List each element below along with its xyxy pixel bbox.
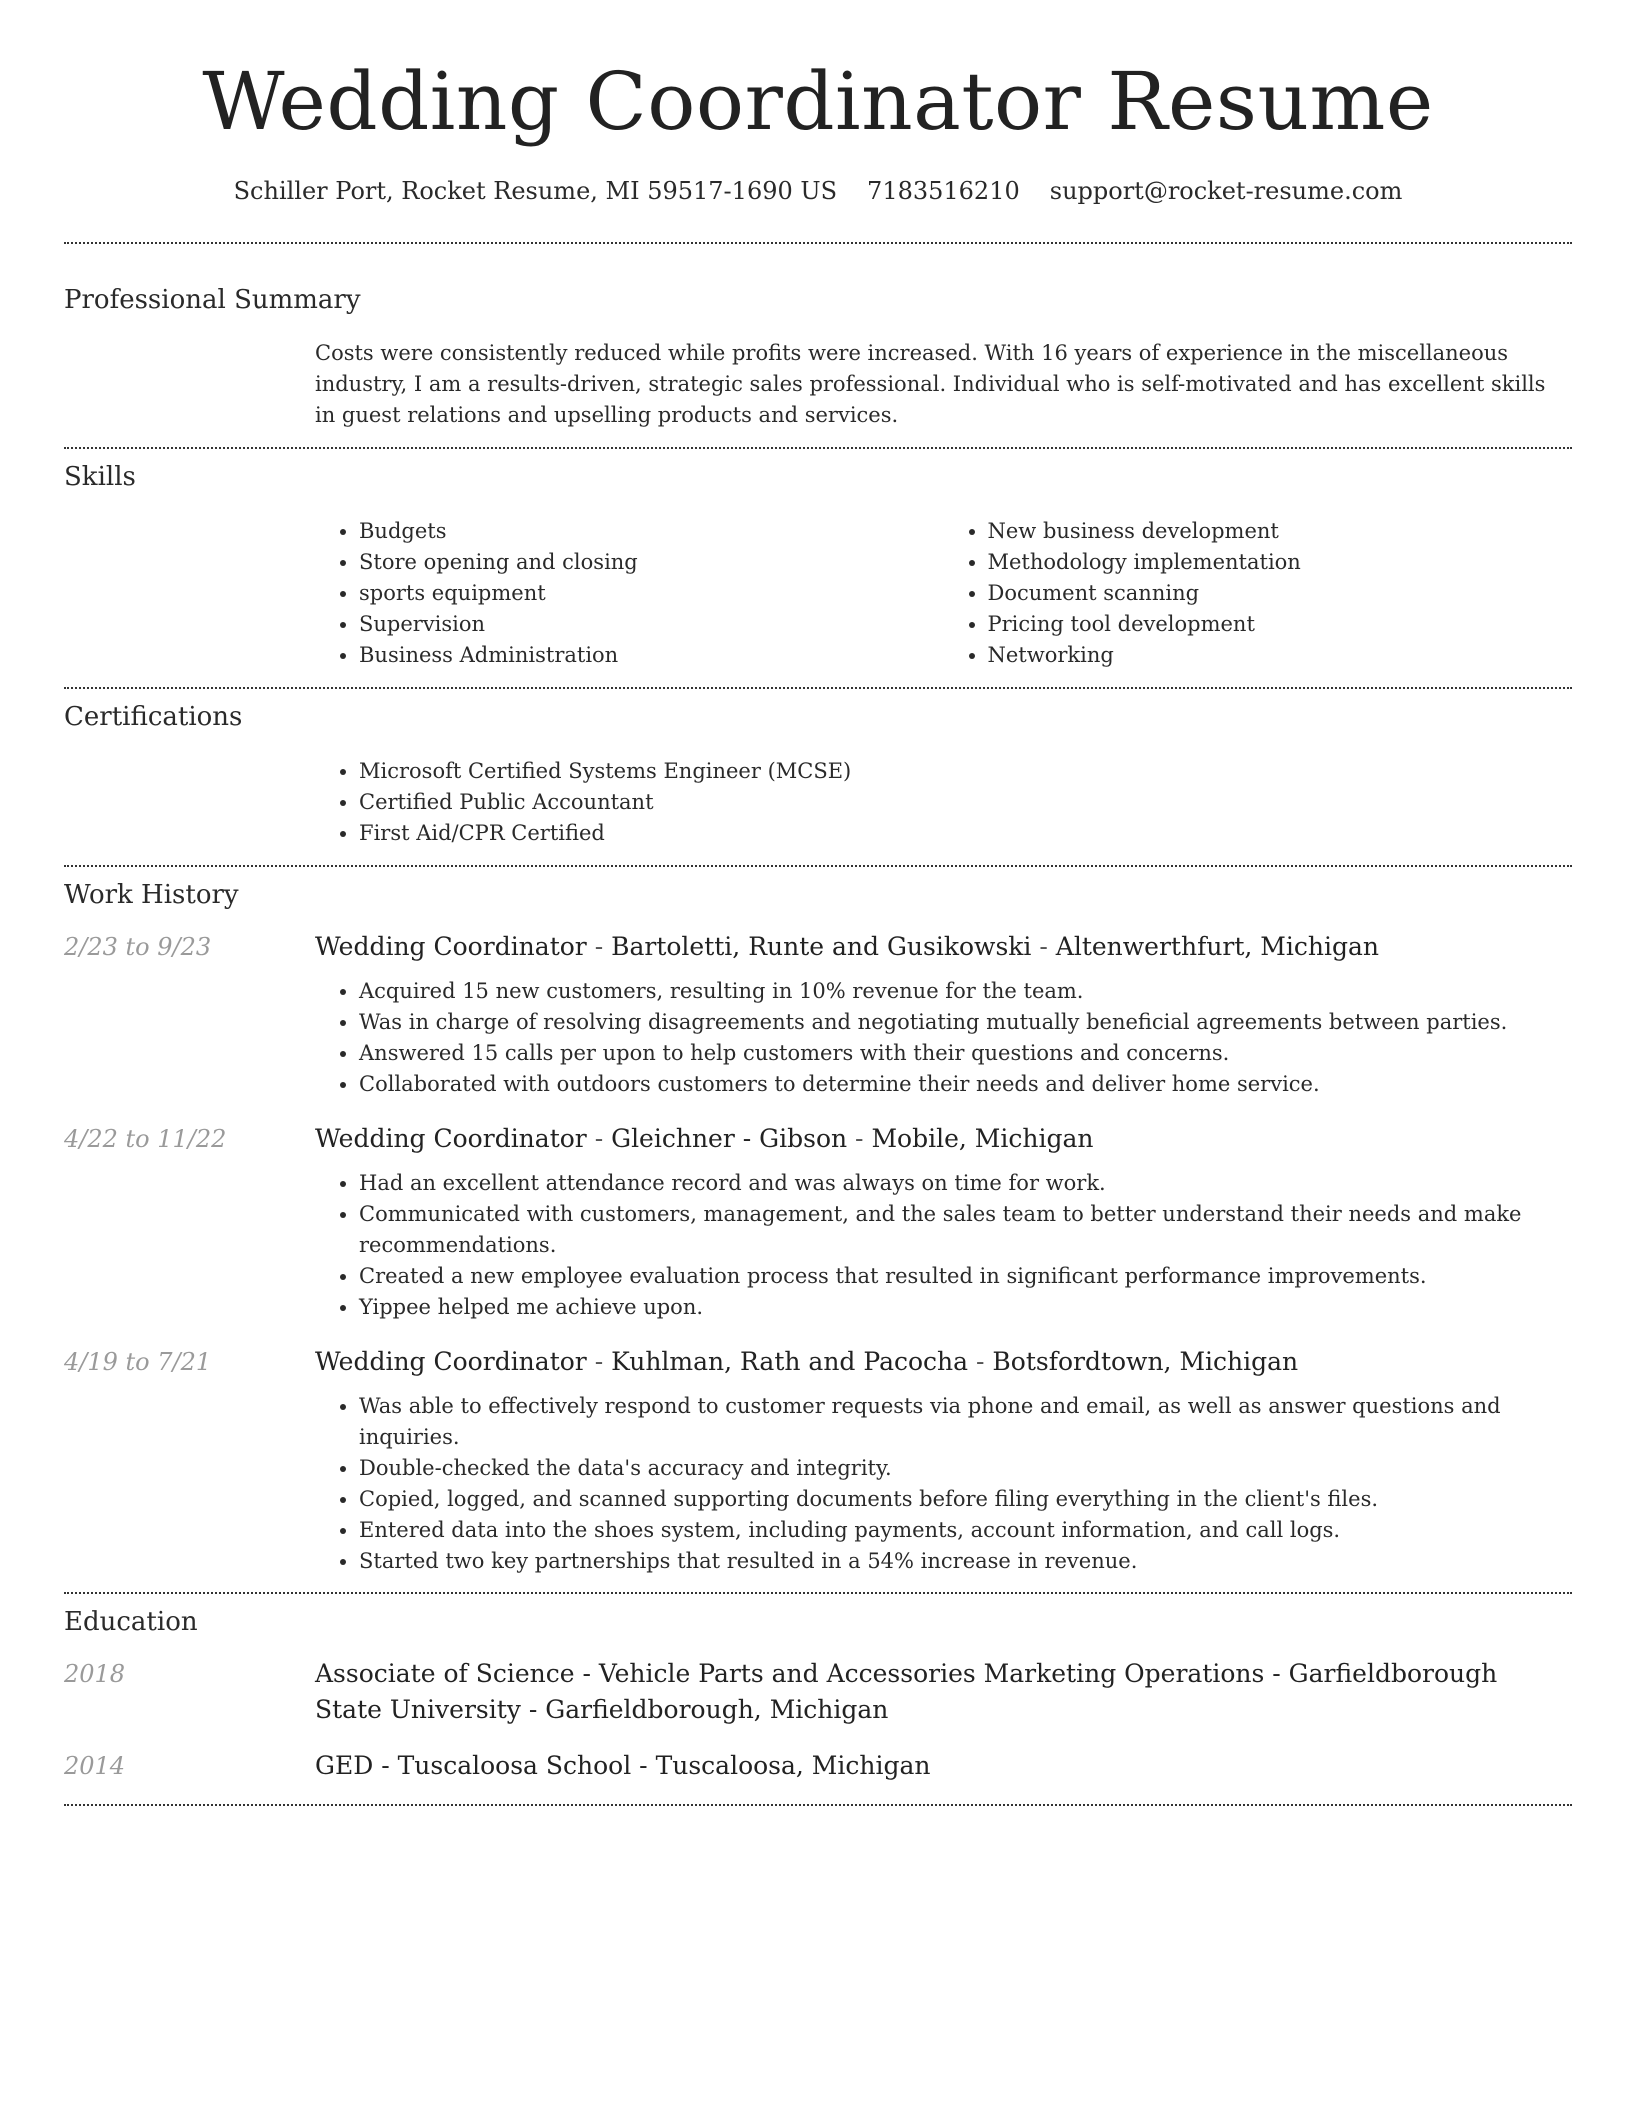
job-location: Altenwerthfurt, Michigan: [1055, 932, 1380, 961]
certifications-heading: Certifications: [64, 702, 243, 732]
job-bullet: • Started two key partnerships that resulted in a 54% increase in revenue.: [359, 1546, 1572, 1577]
job-header: [64, 929, 1572, 965]
skills-list-left: [315, 516, 944, 671]
education-year: 2014: [64, 1752, 126, 1780]
job-bullets: [315, 1391, 1572, 1577]
certification-item: • Certified Public Accountant: [359, 787, 1572, 818]
job-header: [64, 1121, 1572, 1157]
contact-line: [64, 174, 1572, 208]
job-heading: Wedding Coordinator - Kuhlman, Rath and Pacocha - Botsfordtown, Michigan: [315, 1347, 1299, 1376]
education-detail: Associate of Science - Vehicle Parts and Accessories Marketing Operations - Garfieldborough State University - Garfieldborough, Michigan: [315, 1659, 1498, 1724]
job-company: Bartoletti, Runte and Gusikowski: [611, 932, 1032, 961]
job-bullets: [315, 1168, 1572, 1323]
job-entry: [64, 1121, 1572, 1323]
work-history-section: [64, 879, 1572, 1577]
skill-item: • Budgets: [359, 516, 944, 547]
job-entry: [64, 1344, 1572, 1577]
job-role: Wedding Coordinator: [315, 1347, 587, 1376]
resume-page: [64, 0, 1572, 1806]
education-year: 2018: [64, 1660, 126, 1688]
job-dates: 4/22 to 11/22: [64, 1125, 227, 1153]
job-bullet: • Communicated with customers, management, and the sales team to better understand their needs and make recommendations.: [359, 1199, 1572, 1261]
skill-item: • Business Administration: [359, 640, 944, 671]
education-detail: GED - Tuscaloosa School - Tuscaloosa, Michigan: [315, 1751, 931, 1780]
job-bullets: [315, 976, 1572, 1100]
skills-heading: Skills: [64, 462, 136, 492]
job-location: Mobile, Michigan: [871, 1124, 1094, 1153]
contact-email: support@rocket-resume.com: [1049, 177, 1403, 205]
job-company: Kuhlman, Rath and Pacocha: [611, 1347, 969, 1376]
job-bullet: • Acquired 15 new customers, resulting in 10% revenue for the team.: [359, 976, 1572, 1007]
job-bullet: • Was in charge of resolving disagreements and negotiating mutually beneficial agreements between parties.: [359, 1007, 1572, 1038]
contact-address: Schiller Port, Rocket Resume, MI 59517-1690 US: [233, 177, 838, 205]
job-role: Wedding Coordinator: [315, 1124, 587, 1153]
job-dates: 4/19 to 7/21: [64, 1348, 212, 1376]
education-entry: [64, 1656, 1572, 1728]
skill-item: • Networking: [988, 640, 1573, 671]
divider: [64, 1804, 1572, 1806]
summary-section: [64, 284, 1572, 431]
certifications-list: [315, 756, 1572, 849]
job-bullet: • Created a new employee evaluation process that resulted in significant performance improvements.: [359, 1261, 1572, 1292]
certifications-body: [315, 756, 1572, 849]
certifications-section: [64, 701, 1572, 849]
job-bullet: • Had an excellent attendance record and was always on time for work.: [359, 1168, 1572, 1199]
certification-item: • Microsoft Certified Systems Engineer (MCSE): [359, 756, 1572, 787]
job-bullet: • Collaborated with outdoors customers to determine their needs and deliver home service.: [359, 1069, 1572, 1100]
job-bullet: • Was able to effectively respond to customer requests via phone and email, as well as answer questions and inquiries.: [359, 1391, 1572, 1453]
education-entry: [64, 1748, 1572, 1784]
certification-item: • First Aid/CPR Certified: [359, 818, 1572, 849]
job-company: Gleichner - Gibson: [611, 1124, 848, 1153]
job-bullet: • Copied, logged, and scanned supporting documents before filing everything in the client's files.: [359, 1484, 1572, 1515]
job-location: Botsfordtown, Michigan: [992, 1347, 1299, 1376]
summary-heading: Professional Summary: [64, 285, 361, 315]
divider: [64, 687, 1572, 689]
job-heading: Wedding Coordinator - Bartoletti, Runte and Gusikowski - Altenwerthfurt, Michigan: [315, 932, 1380, 961]
skill-item: • New business development: [988, 516, 1573, 547]
job-heading: Wedding Coordinator - Gleichner - Gibson - Mobile, Michigan: [315, 1124, 1094, 1153]
job-header: [64, 1344, 1572, 1380]
work-history-heading: Work History: [64, 880, 239, 910]
education-heading: Education: [64, 1607, 198, 1637]
job-entry: [64, 929, 1572, 1100]
contact-phone: 7183516210: [867, 177, 1020, 205]
skill-item: • Document scanning: [988, 578, 1573, 609]
divider: [64, 447, 1572, 449]
resume-title: Wedding Coordinator Resume: [202, 55, 1434, 148]
divider: [64, 865, 1572, 867]
job-role: Wedding Coordinator: [315, 932, 587, 961]
education-list: [64, 1656, 1572, 1784]
skills-section: [64, 461, 1572, 671]
skill-item: • Supervision: [359, 609, 944, 640]
skill-item: • sports equipment: [359, 578, 944, 609]
summary-text: Costs were consistently reduced while profits were increased. With 16 years of experience in the miscellaneous industry, I am a results-driven, strategic sales professional. Individual who is self-motivated and has excellent skills in guest relations and upselling products and services.: [315, 341, 1546, 427]
divider: [64, 242, 1572, 244]
job-bullet: • Double-checked the data's accuracy and integrity.: [359, 1453, 1572, 1484]
job-dates: 2/23 to 9/23: [64, 933, 212, 961]
skill-item: • Pricing tool development: [988, 609, 1573, 640]
education-section: [64, 1606, 1572, 1784]
job-list: [64, 929, 1572, 1577]
skill-item: • Store opening and closing: [359, 547, 944, 578]
job-bullet: • Yippee helped me achieve upon.: [359, 1292, 1572, 1323]
job-bullet: • Entered data into the shoes system, including payments, account information, and call logs.: [359, 1515, 1572, 1546]
divider: [64, 1592, 1572, 1594]
skills-list-right: [944, 516, 1573, 671]
skills-grid: [315, 516, 1572, 671]
skill-item: • Methodology implementation: [988, 547, 1573, 578]
job-bullet: • Answered 15 calls per upon to help customers with their questions and concerns.: [359, 1038, 1572, 1069]
